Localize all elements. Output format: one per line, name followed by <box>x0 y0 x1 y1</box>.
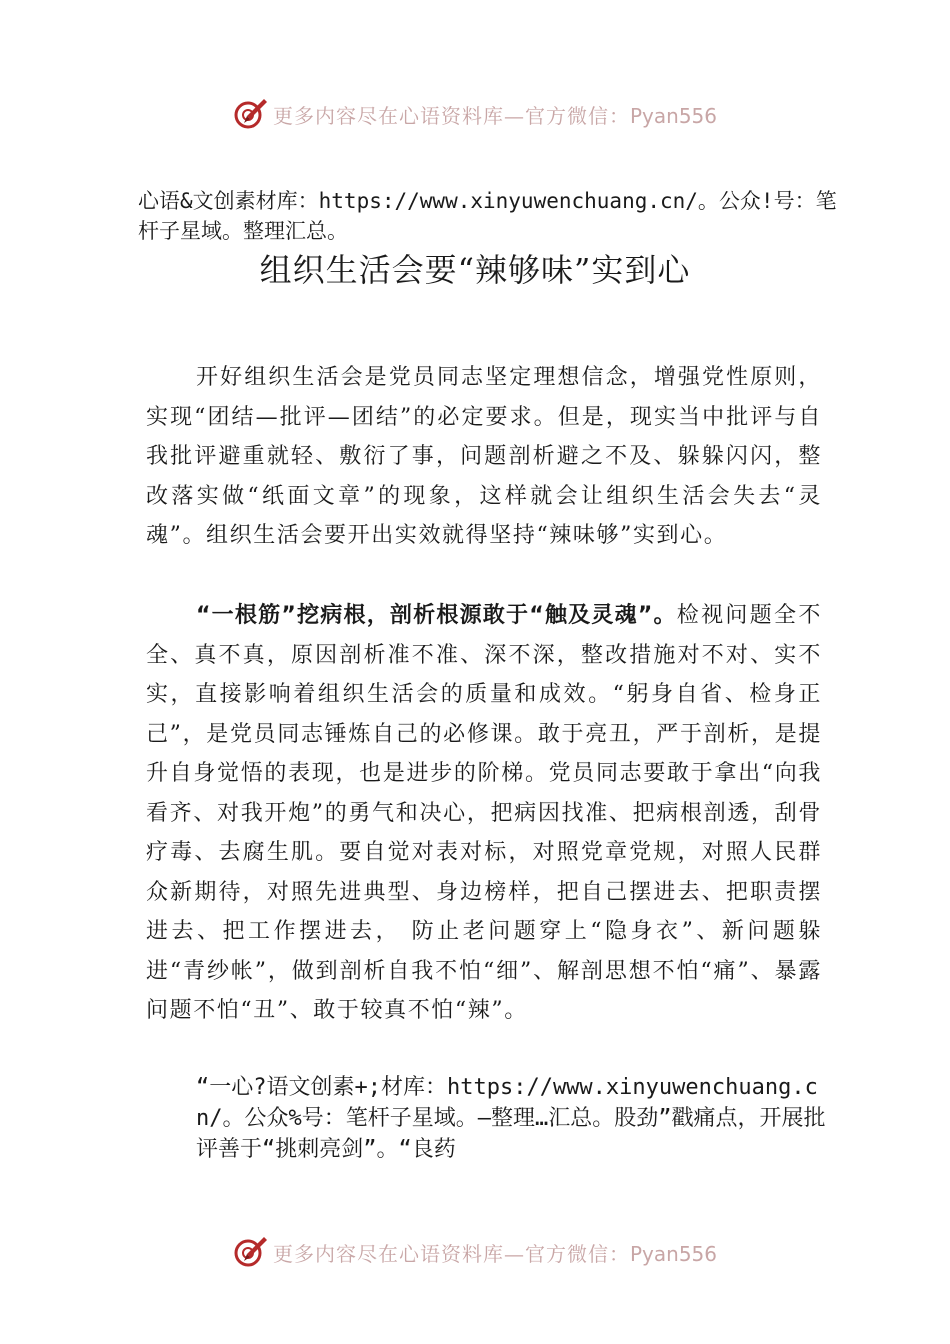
paragraph-2-lead: “一根筋”挖病根，剖析根源敢于“触及灵魂”。 <box>196 603 677 628</box>
source-note: 心语&文创素材库：https://www.xinyuwenchuang.cn/。公众!号：笔杆子星域。整理汇总。 <box>138 189 837 243</box>
footer-banner-text <box>273 1238 717 1267</box>
header-banner-cn: 更多内容尽在心语资料库—官方微信： <box>272 103 630 128</box>
page-title: 组织生活会要“辣够味”实到心 <box>259 251 691 289</box>
paragraph-1: 开好组织生活会是党员同志坚定理想信念，增强党性原则，实现“团结—批评—团结”的必定要求。但是，现实当中批评与自我批评避重就轻、敷衍了事，问题剖析避之不及、躲躲闪闪，整改落实做“纸面文章”的现象，这样就会让组织生活会失去“灵魂”。组织生活会要开出实效就得坚持“辣味够”实到心。 <box>146 365 822 548</box>
paragraph-2 <box>146 596 822 1031</box>
header-banner-text <box>273 100 717 129</box>
footer-banner-cn: 更多内容尽在心语资料库—官方微信： <box>272 1241 630 1266</box>
pen-logo-icon <box>233 1234 269 1270</box>
header-banner-wechat-id: Pyan556 <box>629 103 717 128</box>
paragraph-3: “一心?语文创素+;材库：https://www.xinyuwenchuang.cn/。公众%号：笔杆子星域。—整理…汇总。股劲”戳痛点，开展批评善于“挑刺亮剑”。“良药 <box>196 1075 826 1162</box>
header-banner <box>0 94 950 134</box>
pen-logo-icon <box>233 96 269 132</box>
footer-banner-wechat-id: Pyan556 <box>629 1241 717 1266</box>
paragraph-2-body: 检视问题全不全、真不真，原因剖析准不准、深不深，整改措施对不对、实不实，直接影响着组织生活会的质量和成效。“躬身自省、检身正己”，是党员同志锤炼自己的必修课。敢于亮丑，严于剖析，是提升自身觉悟的表现，也是进步的阶梯。党员同志要敢于拿出“向我看齐、对我开炮”的勇气和决心，把病因找准、把病根剖透，刮骨疗毒、去腐生肌。要自觉对表对标，对照党章党规，对照人民群众新期待，对照先进典型、身边榜样，把自己摆进去、把职责摆进去、把工作摆进去， 防止老问题穿上“隐身衣”、新问题躲进“青纱帐”，做到剖析自我不怕“细”、解剖思想不怕“痛”、暴露问题不怕“丑”、敢于较真不怕“辣”。 <box>146 603 822 1023</box>
footer-banner <box>0 1232 950 1272</box>
